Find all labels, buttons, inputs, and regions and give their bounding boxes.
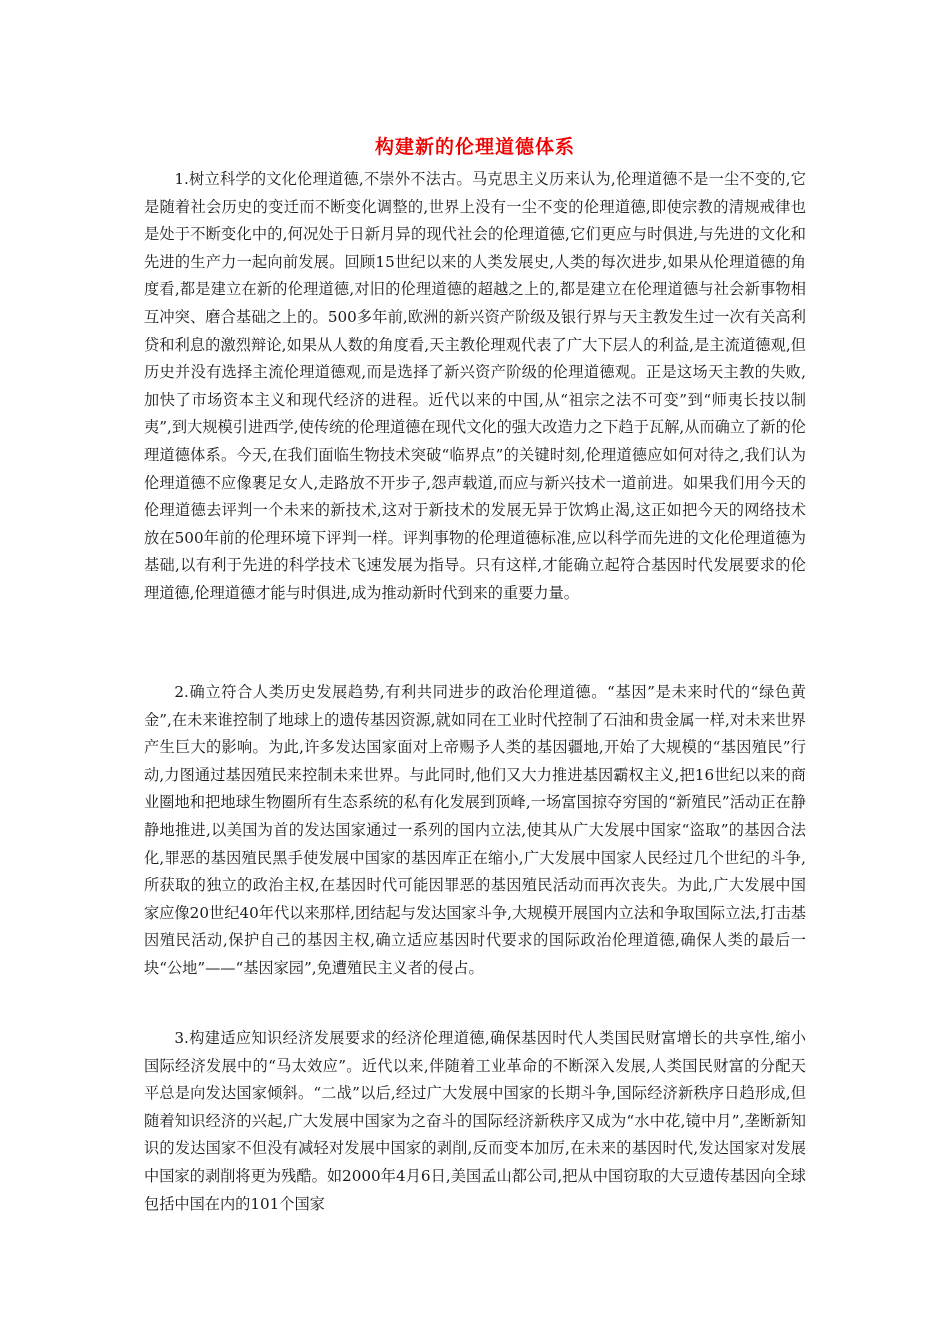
document-title: 构建新的伦理道德体系 [374,136,575,158]
paragraph-2: 2.确立符合人类历史发展趋势,有利共同进步的政治伦理道德。“基因”是未来时代的“绿色黄金”,在未来谁控制了地球上的遗传基因资源,就如同在工业时代控制了石油和贵金属一样,对未来世界产生巨大的影响。为此,许多发达国家面对上帝赐予人类的基因疆地,开始了大规模的“基因殖民”行动,力图通过基因殖民来控制未来世界。与此同时,他们又大力推进基因霸权主义,把16世纪以来的商业圈地和把地球生物圈所有生态系统的私有化发展到顶峰,一场富国掠夺穷国的“新殖民”活动正在静静地推进,以美国为首的发达国家通过一系列的国内立法,使其从广大发展中国家“盗取”的基因合法化,罪恶的基因殖民黑手使发展中国家的基因库正在缩小,广大发展中国家人民经过几个世纪的斗争,所获取的独立的政治主权,在基因时代可能因罪恶的基因殖民活动而再次丧失。为此,广大发展中国家应像20世纪40年代以来那样,团结起与发达国家斗争,大规模开展国内立法和争取国际立法,打击基因殖民活动,保护自己的基因主权,确立适应基因时代要求的国际政治伦理道德,确保人类的最后一块“公地”——“基因家园”,免遭殖民主义者的侵占。 [144,683,806,977]
paragraph-3: 3.构建适应知识经济发展要求的经济伦理道德,确保基因时代人类国民财富增长的共享性,缩小国际经济发展中的“马太效应”。近代以来,伴随着工业革命的不断深入发展,人类国民财富的分配天平总是向发达国家倾斜。“二战”以后,经过广大发展中国家的长期斗争,国际经济新秩序日趋形成,但随着知识经济的兴起,广大发展中国家为之奋斗的国际经济新秩序又成为“水中花,镜中月”,垄断新知识的发达国家不但没有减轻对发展中国家的剥削,反而变本加厉,在未来的基因时代,发达国家对发展中国家的剥削将更为残酷。如2000年4月6日,美国孟山都公司,把从中国窃取的大豆遗传基因向全球包括中国在内的101个国家 [144,1029,806,1213]
paragraph-1: 1.树立科学的文化伦理道德,不崇外不法古。马克思主义历来认为,伦理道德不是一尘不变的,它是随着社会历史的变迁而不断变化调整的,世界上没有一尘不变的伦理道德,即使宗教的清规戒律也是处于不断变化中的,何况处于日新月异的现代社会的伦理道德,它们更应与时俱进,与先进的文化和先进的生产力一起向前发展。回顾15世纪以来的人类发展史,人类的每次进步,如果从伦理道德的角度看,都是建立在新的伦理道德,对旧的伦理道德的超越之上的,都是建立在伦理道德与社会新事物相互冲突、磨合基础之上的。500多年前,欧洲的新兴资产阶级及银行界与天主教发生过一次有关高利贷和利息的激烈辩论,如果从人数的角度看,天主教伦理观代表了广大下层人的利益,是主流道德观,但历史并没有选择主流伦理道德观,而是选择了新兴资产阶级的伦理道德观。正是这场天主教的失败,加快了市场资本主义和现代经济的进程。近代以来的中国,从“祖宗之法不可变”到“师夷长技以制夷”,到大规模引进西学,使传统的伦理道德在现代文化的强大改造力之下趋于瓦解,从而确立了新的伦理道德体系。今天,在我们面临生物技术突破“临界点”的关键时刻,伦理道德应如何对待之,我们认为伦理道德不应像裹足女人,走路放不开步子,怨声载道,而应与新兴技术一道前进。如果我们用今天的伦理道德去评判一个未来的新技术,这对于新技术的发展无异于饮鸩止渴,这正如把今天的网络技术放在500年前的伦理环境下评判一样。评判事物的伦理道德标准,应以科学而先进的文化伦理道德为基础,以有利于先进的科学技术飞速发展为指导。只有这样,才能确立起符合基因时代发展要求的伦理道德,伦理道德才能与时俱进,成为推动新时代到来的重要力量。 [144,170,806,602]
